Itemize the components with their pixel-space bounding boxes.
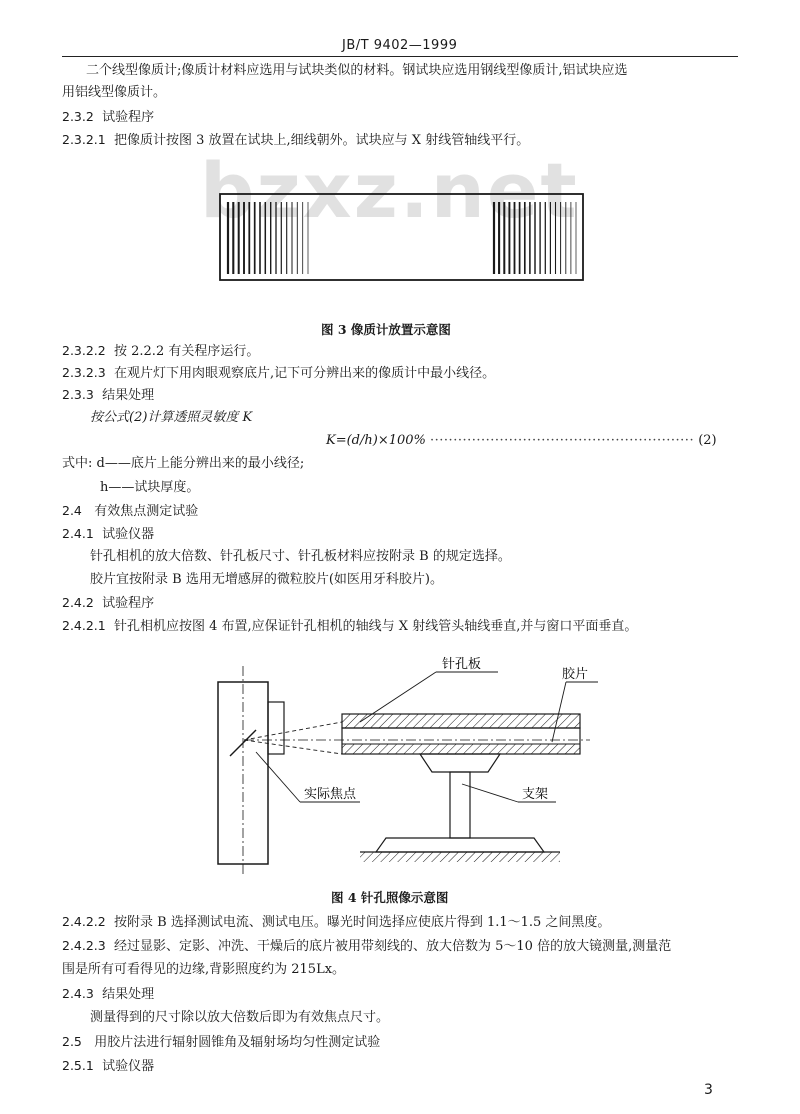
section-text: 把像质计按图 3 放置在试块上,细线朝外。试块应与 X 射线管轴线平行。 bbox=[114, 133, 530, 148]
section-2-4-2-3 bbox=[62, 937, 671, 956]
formula-intro: 按公式(2)计算透照灵敏度 K bbox=[90, 410, 253, 425]
section-title: 试验仪器 bbox=[102, 1059, 155, 1074]
where-h: h——试块厚度。 bbox=[100, 480, 200, 495]
section-2-3-3 bbox=[62, 386, 154, 405]
section-number: 2.4 bbox=[62, 503, 82, 518]
label-film: 胶片 bbox=[562, 667, 589, 682]
label-pinhole-plate: 针孔板 bbox=[442, 657, 482, 672]
beam-edge-top bbox=[244, 722, 342, 740]
page-number: 3 bbox=[704, 1082, 713, 1098]
section-number: 2.4.2.1 bbox=[62, 618, 106, 633]
beam-edge-bottom bbox=[244, 740, 342, 754]
formula-leader: ························································· bbox=[430, 433, 695, 448]
formula-2 bbox=[326, 432, 717, 450]
section-2-4-2-2 bbox=[62, 913, 610, 932]
section-number: 2.5.1 bbox=[62, 1058, 94, 1073]
figure-3-caption: 图 3 像质计放置示意图 bbox=[321, 322, 451, 337]
section-number: 2.3.2.2 bbox=[62, 343, 106, 358]
section-number: 2.3.2.3 bbox=[62, 365, 106, 380]
iqi-right bbox=[494, 202, 576, 274]
section-title: 用胶片法进行辐射圆锥角及辐射场均匀性测定试验 bbox=[94, 1035, 381, 1050]
pinhole-plate bbox=[342, 714, 580, 728]
leader-focus bbox=[256, 752, 300, 802]
para-line-2: 用铝线型像质计。 bbox=[62, 85, 167, 100]
floor bbox=[360, 852, 560, 862]
support-head bbox=[420, 754, 500, 772]
section-text: 按 2.2.2 有关程序运行。 bbox=[114, 344, 260, 359]
section-number: 2.4.2.3 bbox=[62, 938, 106, 953]
support-column bbox=[450, 772, 470, 838]
section-number: 2.4.1 bbox=[62, 526, 94, 541]
iqi-left bbox=[228, 202, 308, 274]
section-2-5 bbox=[62, 1033, 380, 1052]
para-film: 胶片宜按附录 B 选用无增感屏的微粒胶片(如医用牙科胶片)。 bbox=[90, 572, 443, 587]
section-number: 2.4.2.2 bbox=[62, 914, 106, 929]
section-2-4-1 bbox=[62, 525, 154, 544]
section-2-4-2 bbox=[62, 594, 154, 613]
section-text: 在观片灯下用肉眼观察底片,记下可分辨出来的像质计中最小线径。 bbox=[114, 366, 496, 381]
figure-3-iqi-placement bbox=[200, 180, 600, 292]
section-2-3-2-2 bbox=[62, 342, 259, 361]
leader-film bbox=[552, 682, 566, 742]
section-2-3-2-1 bbox=[62, 131, 529, 150]
formula-tag: (2) bbox=[698, 433, 717, 448]
film bbox=[342, 744, 580, 754]
para-pinhole-camera: 针孔相机的放大倍数、针孔板尺寸、针孔板材料应按附录 B 的规定选择。 bbox=[90, 549, 511, 564]
section-2-5-1 bbox=[62, 1057, 154, 1076]
where-d: 式中: d——底片上能分辨出来的最小线径; bbox=[62, 456, 305, 471]
support-base bbox=[376, 838, 544, 852]
section-text: 按附录 B 选择测试电流、测试电压。曝光时间选择应使底片得到 1.1～1.5 之间黑度。 bbox=[114, 915, 611, 930]
label-focus: 实际焦点 bbox=[304, 787, 357, 802]
section-title: 试验程序 bbox=[102, 110, 155, 125]
section-2-4-3 bbox=[62, 985, 154, 1004]
section-text: 针孔相机应按图 4 布置,应保证针孔相机的轴线与 X 射线管头轴线垂直,并与窗口平面垂直。 bbox=[114, 619, 638, 634]
section-title: 有效焦点测定试验 bbox=[94, 504, 199, 519]
watermark: bzxz.net bbox=[200, 146, 579, 235]
section-number: 2.4.2 bbox=[62, 595, 94, 610]
formula-expression: K=(d/h)×100% bbox=[326, 433, 426, 448]
section-number: 2.3.2 bbox=[62, 109, 94, 124]
section-2-3-2-3 bbox=[62, 364, 495, 383]
section-number: 2.3.3 bbox=[62, 387, 94, 402]
tube-window bbox=[268, 702, 284, 754]
figure-4-pinhole-setup bbox=[200, 652, 600, 874]
section-number: 2.4.3 bbox=[62, 986, 94, 1001]
para-focal-result: 测量得到的尺寸除以放大倍数后即为有效焦点尺寸。 bbox=[90, 1010, 390, 1025]
section-title: 试验仪器 bbox=[102, 527, 155, 542]
header-rule bbox=[62, 56, 738, 57]
section-2-3-2 bbox=[62, 108, 154, 127]
test-block bbox=[220, 194, 583, 280]
section-number: 2.3.2.1 bbox=[62, 132, 106, 147]
section-title: 结果处理 bbox=[102, 388, 155, 403]
figure-4-caption: 图 4 针孔照像示意图 bbox=[331, 890, 449, 905]
para-line-1: 二个线型像质计;像质计材料应选用与试块类似的材料。钢试块应选用钢线型像质计,铝试块应选 bbox=[86, 63, 628, 78]
section-2-4 bbox=[62, 502, 198, 521]
section-title: 试验程序 bbox=[102, 596, 155, 611]
para-line-range: 围是所有可看得见的边缘,背影照度约为 215Lx。 bbox=[62, 962, 346, 977]
standard-number: JB/T 9402—1999 bbox=[342, 38, 458, 53]
section-text: 经过显影、定影、冲洗、干燥后的底片被用带刻线的、放大倍数为 5～10 倍的放大镜测量,测量范 bbox=[114, 939, 672, 954]
section-number: 2.5 bbox=[62, 1034, 82, 1049]
section-2-4-2-1 bbox=[62, 617, 637, 636]
label-support: 支架 bbox=[522, 787, 549, 802]
section-title: 结果处理 bbox=[102, 987, 155, 1002]
